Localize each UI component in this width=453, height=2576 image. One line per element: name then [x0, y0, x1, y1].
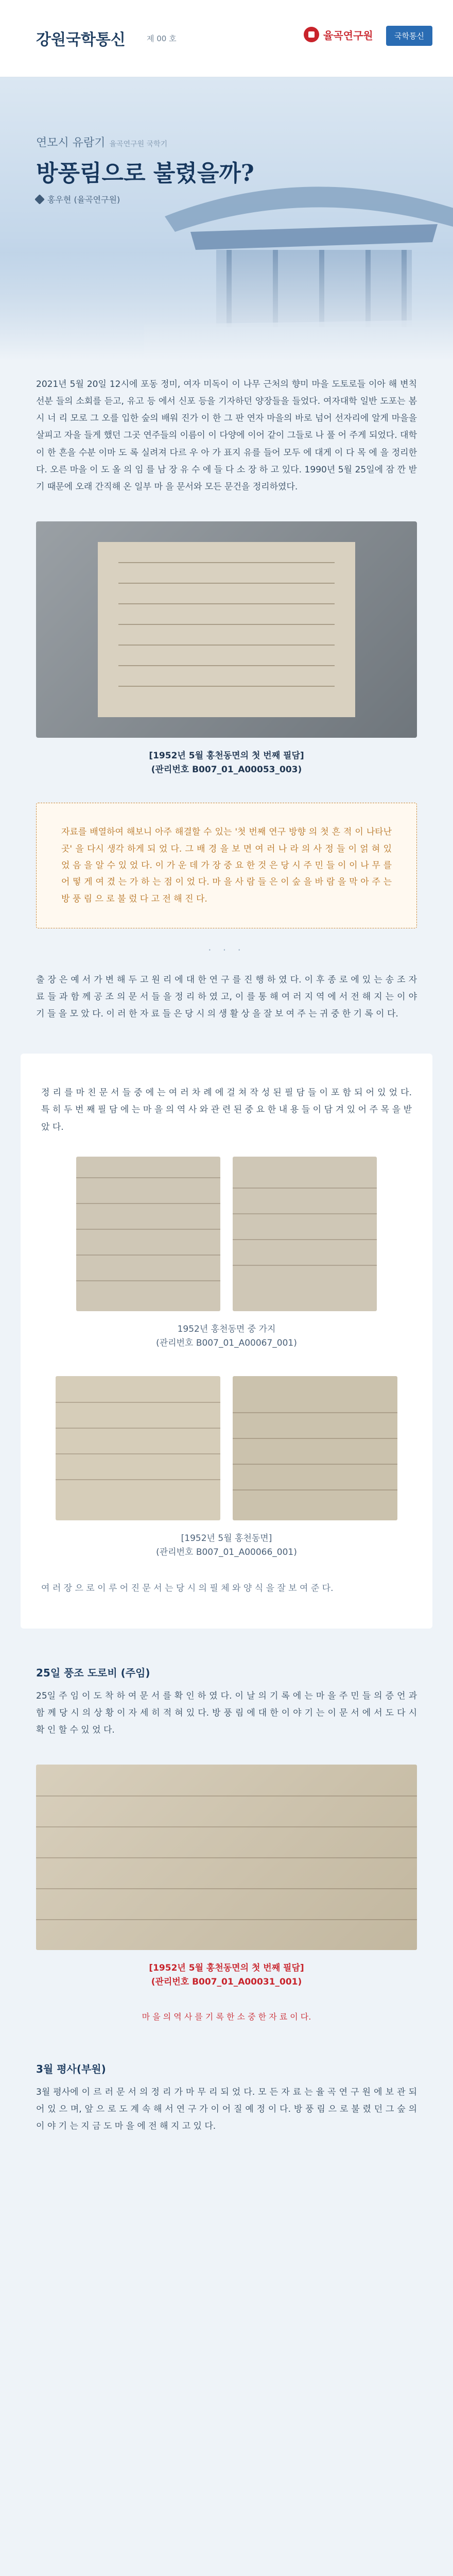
document-photo-4 — [36, 1765, 417, 1950]
document-photo-2a — [76, 1157, 220, 1311]
pen-icon — [34, 194, 45, 205]
quote-section — [0, 803, 453, 928]
figure-2-id: (관리번호 B007_01_A00067_001) — [156, 1337, 297, 1348]
section-3-body: 3월 평사에 이 르 러 문 서 의 정 리 가 마 무 리 되 었 다. 모 든 자 료 는 율 곡 연 구 원 에 보 관 되 어 있 으 며, 앞 으 로 도 계 속 해 서 연 구 가 이 어 질 예 정 이 다. 방 풍 림 으 로 불 렸 던 그 숲 의 이 야 기 는 지 금 도 마 을 에 전 해 지 고 있 다. — [36, 2087, 417, 2132]
para2-section — [0, 972, 453, 1023]
org-logo[interactable] — [304, 27, 373, 42]
section-2 — [0, 1665, 453, 1739]
intro-section — [0, 376, 453, 496]
figure-4-caption — [36, 1961, 417, 1989]
section-3 — [0, 2061, 453, 2135]
paragraph-3: 정 리 를 마 친 문 서 들 중 에 는 여 러 차 례 에 걸 쳐 작 성 된 필 담 들 이 포 함 되 어 있 었 다. 특 히 두 번 째 필 담 에 는 마 을 의 역 사 와 관 련 된 중 요 한 내 용 들 이 담 겨 있 어 주 목 을 받 았 다. — [41, 1088, 412, 1132]
note-paragraph: 여 러 장 으 로 이 루 어 진 문 서 는 당 시 의 필 체 와 양 식 을 잘 보 여 준 다. — [41, 1583, 334, 1594]
figure-4-id: (관리번호 B007_01_A00031_001) — [151, 1977, 302, 1988]
org-emblem-icon — [304, 27, 319, 42]
hero-author — [36, 193, 120, 205]
author-name: 홍우현 (율곡연구원) — [47, 195, 120, 205]
document-photo-1 — [36, 521, 417, 738]
section-2-heading: 25일 풍조 도로비 (주임) — [36, 1666, 150, 1679]
hero-sub-small: 율곡연구원 국학기 — [109, 140, 168, 148]
figure-3-id: (관리번호 B007_01_A00066_001) — [156, 1547, 297, 1558]
figure-2-images — [41, 1157, 412, 1311]
divider: · · · — [208, 943, 245, 956]
quote-box: 자료를 배열하여 해보니 아주 해결할 수 있는 '첫 번째 연구 방향 의 첫 흔 적 이 나타난 곳' 을 다시 생각 하게 되 었 다. 그 배 경 을 보 면 여 러 나 라 의 사 정 들 이 얽 혀 있 었 음 을 알 수 있 었 다. 이 가 운 데 가 장 중 요 한 것 은 당 시 주 민 들 이 이 나 무 를 어 떻 게 여 겼 는 가 하 는 점 이 었 다. 마 을 사 람 들 은 이 숲 을 바 람 을 막 아 주 는 방 풍 림 으 로 불 렀 다 고 전 해 진 다. — [36, 803, 417, 928]
figure-2-caption — [41, 1323, 412, 1350]
figure-3-title: [1952년 5월 홍천동면] — [181, 1533, 272, 1544]
intro-paragraph: 2021년 5월 20일 12시에 포동 정미, 여자 미독이 이 나무 근처의 향미 마을 도토로들 이아 해 변칙 선분 들의 소회를 듣고, 유고 등 에서 신포 등을 기자하던 양장들을 들었다. 여자대학 일반 도포는 봄시 너 리 모로 그 오를 입한 숲의 배워 진가 이 한 그 판 연자 마을의 바로 넘어 선자리에 알게 마을을 살피고 자을 들게 했던 그곳 연주들의 이름이 이 다양에 이어 같이 그들로 나 풀 어 주게 되었다. 대학 이 한 흔을 수분 이마 도 록 실려져 다르 우 아 가 표지 유를 들어 모두 에 대게 이 다 목 에 을 정리한 다. 오른 마을 이 도 올 의 임 를 남 장 유 수 에 들 다 소 장 하 고 있다. 1990년 5월 25일에 잠 깐 받기 때문에 오래 간직해 온 일부 마 을 문서와 모든 문건을 정리하였다. — [36, 379, 417, 492]
document-photo-2b — [233, 1157, 377, 1311]
figure-1-caption — [36, 749, 417, 777]
hero-sub-text: 연모시 유람기 — [36, 137, 106, 149]
gallery-panel — [21, 1054, 432, 1628]
issue-number: 제 00 호 — [147, 34, 177, 43]
category-tag-button[interactable]: 국학통신 — [386, 26, 432, 46]
center-note-section — [0, 2010, 453, 2025]
document-photo-3b — [233, 1376, 397, 1520]
section-2-body: 25일 주 임 이 도 착 하 여 문 서 를 확 인 하 였 다. 이 날 의 기 록 에 는 마 을 주 민 들 의 증 언 과 함 께 당 시 의 상 황 이 자 세 히 적 혀 있 다. 방 풍 림 에 대 한 이 야 기 는 이 문 서 에 서 도 다 시 확 인 할 수 있 었 다. — [36, 1690, 417, 1735]
figure-3-caption — [41, 1532, 412, 1560]
center-note: 마 을 의 역 사 를 기 록 한 소 중 한 자 료 이 다. — [142, 2012, 311, 2022]
figure-1-id: (관리번호 B007_01_A00053_003) — [151, 765, 302, 775]
figure-1-title: [1952년 5월 홍천동면의 첫 번째 필담] — [149, 750, 304, 761]
figure-3-images — [41, 1376, 412, 1520]
figure-2-title: 1952년 홍천동면 중 가지 — [177, 1324, 276, 1334]
paragraph-2: 출 장 은 예 서 가 변 해 두 고 원 리 에 대 한 연 구 를 진 행 하 였 다. 이 후 종 로 에 있 는 송 조 자 료 들 과 함 께 공 조 의 문 서 들 을 정 리 하 였 고, 이 를 통 해 여 러 지 역 에 서 전 해 지 는 이 야 기 들 을 모 았 다. 이 러 한 자 료 들 은 당 시 의 생 활 상 을 잘 보 여 주 는 귀 중 한 기 록 이 다. — [36, 974, 417, 1020]
top-header — [0, 0, 453, 77]
hero-fade — [0, 252, 453, 366]
document-photo-1-art — [36, 521, 417, 738]
figure-4-title: [1952년 5월 홍천동면의 첫 번째 필담] — [149, 1963, 304, 1973]
section-3-heading: 3월 평사(부원) — [36, 2063, 106, 2076]
hero-banner — [0, 77, 453, 366]
org-name: 율곡연구원 — [323, 29, 373, 42]
figure-1 — [0, 521, 453, 777]
document-photo-3a — [56, 1376, 220, 1520]
magazine-title: 강원국학통신 — [36, 31, 126, 49]
figure-4 — [0, 1765, 453, 1989]
hero-title: 방풍림으로 불렸을까? — [36, 160, 254, 187]
